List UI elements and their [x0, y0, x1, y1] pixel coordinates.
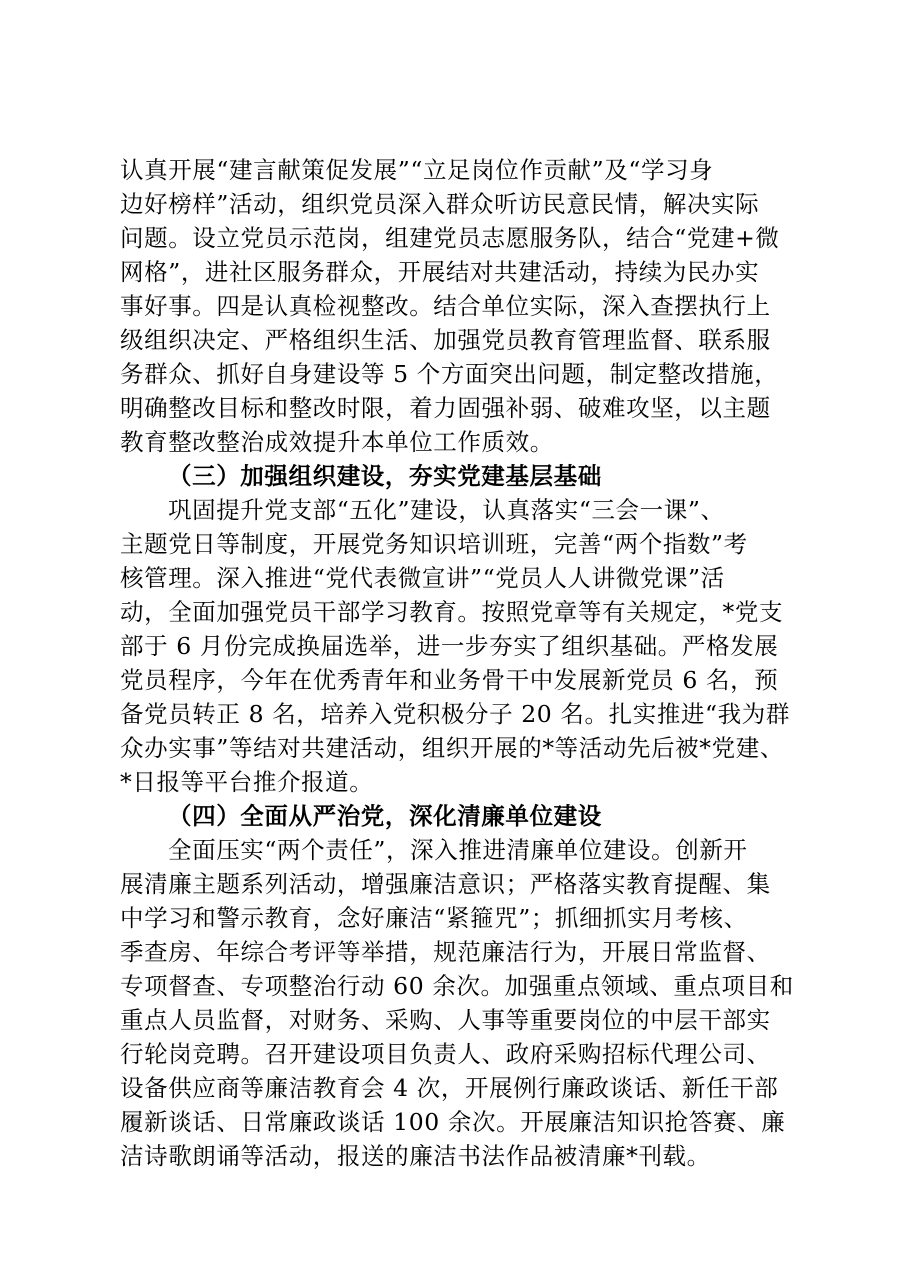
- section-heading-4: （四）全面从严治党，深化清廉单位建设: [168, 802, 602, 830]
- body-text-line: 中学习和警示教育，念好廉洁“紧箍咒”；抓细抓实月考核、: [120, 904, 748, 932]
- body-text-line: 备党员转正 8 名，培养入党积极分子 20 名。扎实推进“我为群: [120, 700, 790, 728]
- body-text-line: 教育整改整治成效提升本单位工作质效。: [120, 428, 554, 456]
- body-text-line: 级组织决定、严格组织生活、加强党员教育管理监督、联系服: [120, 326, 771, 354]
- body-text-line: 展清廉主题系列活动，增强廉洁意识；严格落实教育提醒、集: [120, 870, 771, 898]
- body-text-line: 明确整改目标和整改时限，着力固强补弱、破难攻坚，以主题: [120, 394, 771, 422]
- body-text-line: 务群众、抓好自身建设等 5 个方面突出问题，制定整改措施，: [120, 360, 779, 388]
- body-text-line: 部于 6 月份完成换届选举，进一步夯实了组织基础。严格发展: [120, 632, 779, 660]
- body-text-line: 事好事。四是认真检视整改。结合单位实际，深入查摆执行上: [120, 292, 771, 320]
- body-text-line: 动，全面加强党员干部学习教育。按照党章等有关规定，*党支: [120, 598, 784, 626]
- body-text-line: 洁诗歌朗诵等活动，报送的廉洁书法作品被清廉*刊载。: [120, 1142, 711, 1170]
- body-text-line: 设备供应商等廉洁教育会 4 次，开展例行廉政谈话、新任干部: [120, 1074, 779, 1102]
- body-text-line: 季查房、年综合考评等举措，规范廉洁行为，开展日常监督、: [120, 938, 771, 966]
- body-text-line: 边好榜样”活动，组织党员深入群众听访民意民情，解决实际: [120, 190, 760, 218]
- body-text-line: 众办实事”等结对共建活动，组织开展的*等活动先后被*党建、: [120, 734, 784, 762]
- body-text-line: 重点人员监督，对财务、采购、人事等重要岗位的中层干部实: [120, 1006, 771, 1034]
- body-text-line: 巩固提升党支部“五化”建设，认真落实“三会一课”、: [168, 496, 725, 524]
- body-text-line: 问题。设立党员示范岗，组建党员志愿服务队，结合“党建+微: [120, 224, 780, 252]
- body-text-line: *日报等平台推介报道。: [120, 768, 374, 796]
- body-text-line: 党员程序，今年在优秀青年和业务骨干中发展新党员 6 名，预: [120, 666, 779, 694]
- body-text-line: 核管理。深入推进“党代表微宣讲”“党员人人讲微党课”活: [120, 564, 725, 592]
- section-heading-3: （三）加强组织建设，夯实党建基层基础: [168, 462, 602, 490]
- body-text-line: 网格”，进社区服务群众，开展结对共建活动，持续为民办实: [120, 258, 760, 286]
- body-text-line: 行轮岗竞聘。召开建设项目负责人、政府采购招标代理公司、: [120, 1040, 771, 1068]
- body-text-line: 认真开展“建言献策促发展”“立足岗位作贡献”及“学习身: [120, 156, 714, 184]
- body-text-line: 主题党日等制度，开展党务知识培训班，完善“两个指数”考: [120, 530, 748, 558]
- body-text-line: 履新谈话、日常廉政谈话 100 余次。开展廉洁知识抢答赛、廉: [120, 1108, 786, 1136]
- body-text-line: 全面压实“两个责任”，深入推进清廉单位建设。创新开: [168, 836, 748, 864]
- body-text-line: 专项督查、专项整治行动 60 余次。加强重点领域、重点项目和: [120, 972, 794, 1000]
